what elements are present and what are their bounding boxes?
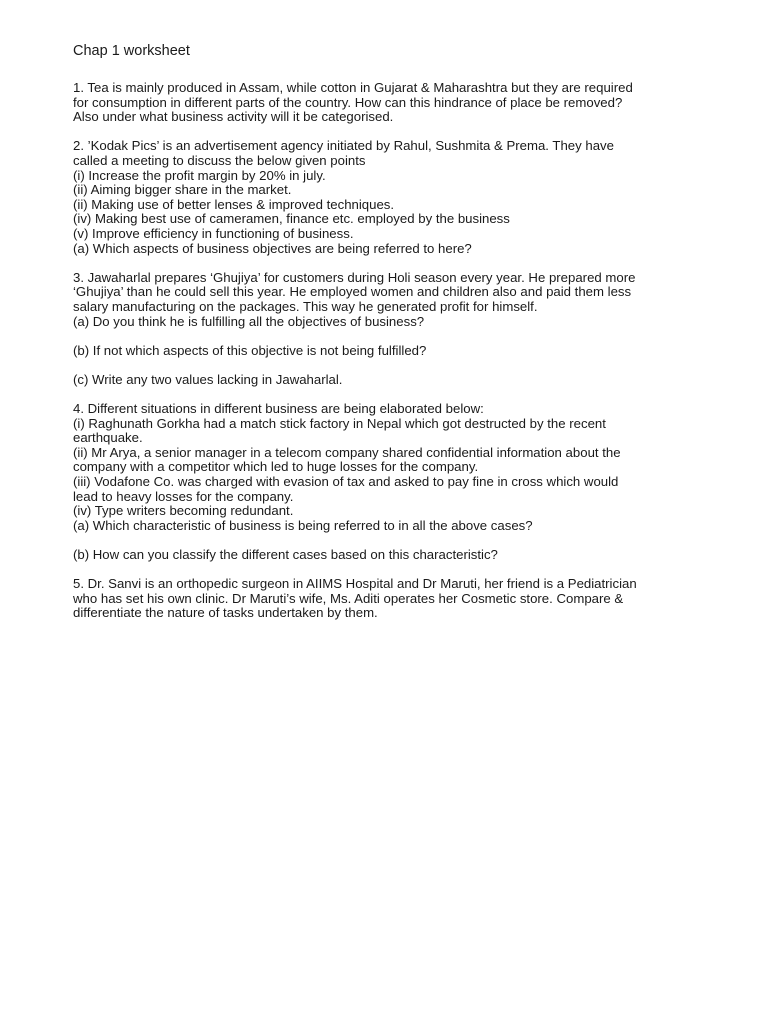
text-line: (b) If not which aspects of this objective is not being fulfilled? bbox=[73, 342, 427, 358]
text-line: differentiate the nature of tasks undertaken by them. bbox=[73, 605, 378, 621]
text-line: (i) Increase the profit margin by 20% in july. bbox=[73, 167, 326, 183]
text-line: 1. Tea is mainly produced in Assam, while cotton in Gujarat & Maharashtra but they are required bbox=[73, 80, 633, 95]
text-line: (iii) Vodafone Co. was charged with evasion of tax and asked to pay fine in cross which would bbox=[73, 474, 619, 490]
text-line: (b) How can you classify the different cases based on this characteristic? bbox=[73, 547, 498, 562]
text-line: 2. ’Kodak Pics’ is an advertisement agency initiated by Rahul, Sushmita & Prema. They have bbox=[73, 138, 614, 154]
text-line: called a meeting to discuss the below given points bbox=[73, 152, 366, 168]
text-line: who has set his own clinic. Dr Maruti’s wife, Ms. Aditi operates her Cosmetic store. Compare & bbox=[73, 590, 624, 606]
page-title: Chap 1 worksheet bbox=[73, 43, 190, 59]
text-line: 4. Different situations in different business are being elaborated below: bbox=[73, 401, 484, 417]
text-line: company with a competitor which led to huge losses for the company. bbox=[73, 459, 479, 475]
text-line: Also under what business activity will it be categorised. bbox=[73, 109, 394, 125]
text-line: (c) Write any two values lacking in Jawaharlal. bbox=[73, 371, 343, 387]
text-line: (v) Improve efficiency in functioning of business. bbox=[73, 225, 354, 241]
text-line: 3. Jawaharlal prepares ‘Ghujiya’ for customers during Holi season every year. He prepared more bbox=[73, 269, 636, 285]
question-q1 bbox=[73, 81, 713, 125]
worksheet-page bbox=[73, 42, 713, 636]
text-line: (iv) Type writers becoming redundant. bbox=[73, 503, 294, 519]
question-q3c bbox=[73, 373, 713, 388]
text-line: (a) Which characteristic of business is being referred to in all the above cases? bbox=[73, 517, 533, 533]
text-line: (i) Raghunath Gorkha had a match stick factory in Nepal which got destructed by the recent bbox=[73, 415, 606, 431]
question-q4b bbox=[73, 548, 713, 563]
question-q5 bbox=[73, 577, 713, 621]
text-line: (a) Do you think he is fulfilling all the objectives of business? bbox=[73, 313, 425, 329]
text-line: lead to heavy losses for the company. bbox=[73, 488, 294, 504]
question-q3b bbox=[73, 344, 713, 359]
text-line: earthquake. bbox=[73, 430, 143, 446]
text-line: (iv) Making best use of cameramen, finance etc. employed by the business bbox=[73, 211, 510, 227]
question-q3 bbox=[73, 271, 713, 329]
text-line: (ii) Aiming bigger share in the market. bbox=[73, 182, 292, 198]
text-line: (a) Which aspects of business objectives are being referred to here? bbox=[73, 240, 472, 256]
text-line: for consumption in different parts of the country. How can this hindrance of place be removed? bbox=[73, 94, 623, 110]
text-line: (ii) Mr Arya, a senior manager in a telecom company shared confidential information about the bbox=[73, 444, 621, 460]
text-line: 5. Dr. Sanvi is an orthopedic surgeon in AIIMS Hospital and Dr Maruti, her friend is a Pediatrician bbox=[73, 576, 637, 592]
text-line: (ii) Making use of better lenses & improved techniques. bbox=[73, 196, 395, 212]
text-line: salary manufacturing on the packages. This way he generated profit for himself. bbox=[73, 298, 538, 314]
text-line: ‘Ghujiya’ than he could sell this year. He employed women and children also and paid them less bbox=[73, 284, 632, 300]
question-q2 bbox=[73, 139, 713, 256]
worksheet-content bbox=[73, 81, 713, 621]
question-q4 bbox=[73, 402, 713, 533]
